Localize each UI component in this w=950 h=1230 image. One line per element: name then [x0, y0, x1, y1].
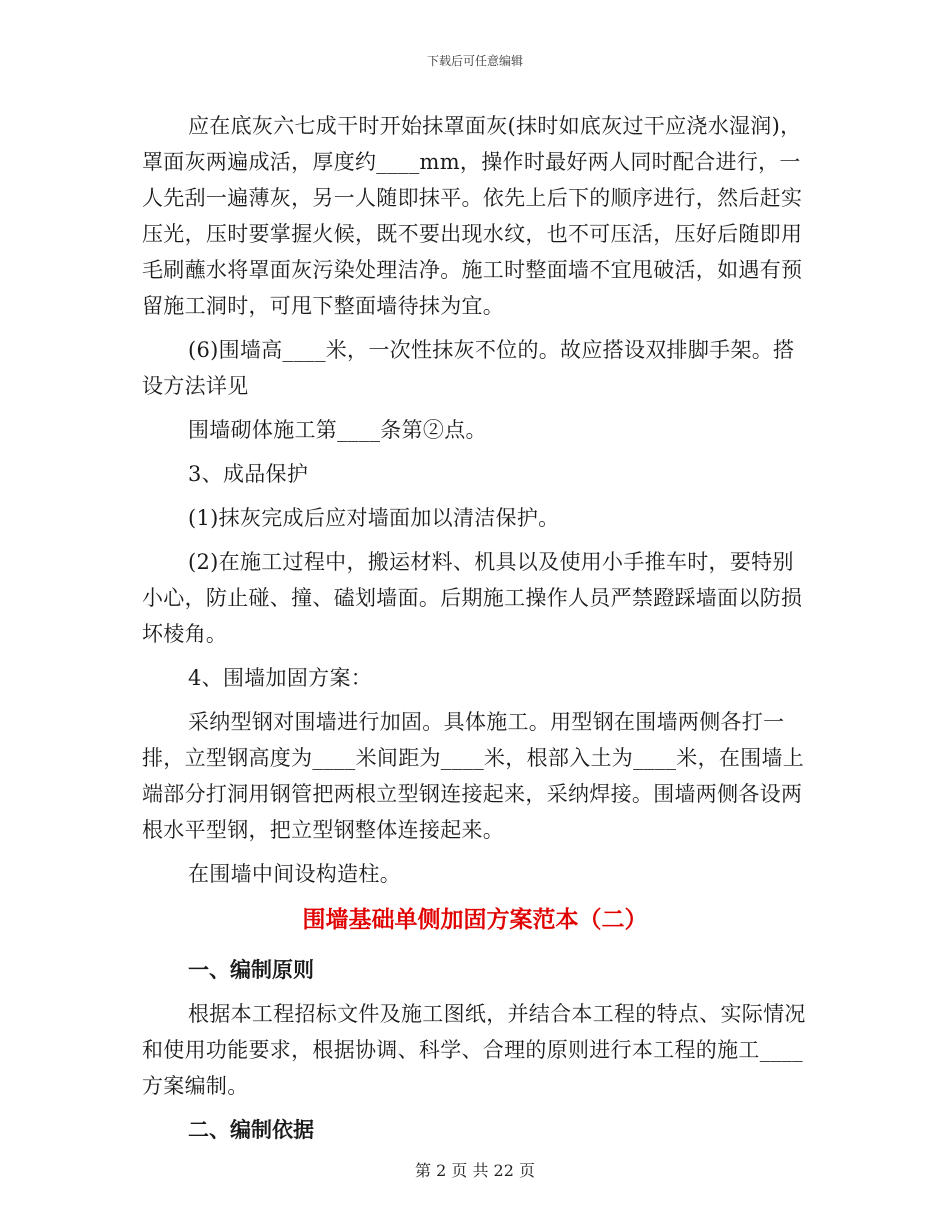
paragraph-protection-1: (1)抹灰完成后应对墙面加以清洁保护。 [188, 506, 560, 530]
paragraph-masonry-ref: 围墙砌体施工第____条第②点。 [188, 418, 487, 442]
page-footer: 第 2 页 共 22 页 [415, 1161, 535, 1180]
paragraph-wall-height: (6)围墙高____米，一次性抹灰不位的。故应搭设双排脚手架。搭设方法详见 [142, 338, 795, 398]
paragraph-column: 在围墙中间设构造柱。 [188, 862, 401, 886]
heading-reinforcement: 4、围墙加固方案： [188, 666, 373, 690]
paragraph-principles: 根据本工程招标文件及施工图纸，并结合本工程的特点、实际情况和使用功能要求，根据协调、科学、合理的原则进行本工程的施工____方案编制。 [142, 1002, 806, 1098]
heading-basis: 二、编制依据 [188, 1118, 314, 1142]
document-body [142, 108, 808, 1156]
paragraph-reinforcement: 采纳型钢对围墙进行加固。具体施工。用型钢在围墙两侧各打一排，立型钢高度为____米间距为____米，根部入土为____米，在围墙上端部分打洞用钢管把两根立型钢连接起来，采纳焊接。围墙两侧各设两根水平型钢，把立型钢整体连接起来。 [142, 710, 805, 842]
heading-principles: 一、编制原则 [188, 958, 314, 982]
section-title: 围墙基础单侧加固方案范本（二） [302, 907, 648, 933]
paragraph-protection-2: (2)在施工过程中，搬运材料、机具以及使用小手推车时，要特别小心，防止碰、撞、磕划墙面。后期施工操作人员严禁蹬踩墙面以防损坏棱角。 [142, 550, 803, 646]
paragraph-plastering: 应在底灰六七成干时开始抹罩面灰(抹时如底灰过干应浇水湿润)，罩面灰两遍成活，厚度约____mm，操作时最好两人同时配合进行，一人先刮一遍薄灰，另一人随即抹平。依先上后下的顺序进行，然后赶实压光，压时要掌握火候，既不要出现水纹，也不可压活，压好后随即用毛刷蘸水将罩面灰污染处理洁净。施工时整面墙不宜甩破活，如遇有预留施工洞时，可甩下整面墙待抹为宜。 [142, 114, 803, 318]
page-header: 下载后可任意编辑 [426, 54, 523, 68]
heading-product-protection: 3、成品保护 [188, 462, 309, 486]
